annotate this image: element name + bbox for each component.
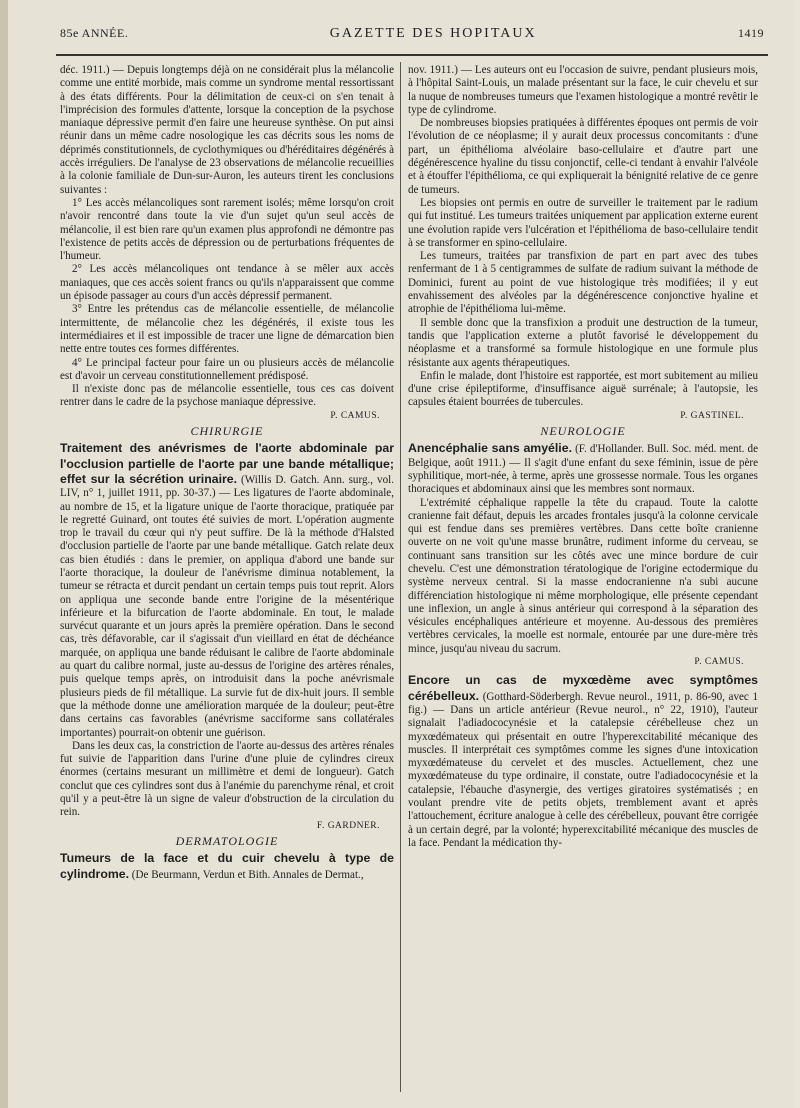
header-rule [56, 54, 768, 56]
article [60, 441, 394, 740]
section-heading: NEUROLOGIE [540, 424, 626, 439]
article-reference: (Gotthard-Söderbergh. Revue neurol., 1911, p. 86-90, avec 1 fig.) — [408, 690, 758, 716]
page [8, 0, 794, 1108]
article [408, 441, 758, 496]
article-text: Dans un article antérieur (Revue neurol., n° 22, 1910), l'auteur signalait l'adiadococynésie et la catalepsie cérébelleuse chez un myxœdémateux qui présentait en outre l'hyperexcitabilité mécanique des muscles. Il interprétait ces symptômes comme les signes d'une intoxication myxœdémateuse du cervelet et des muscles. Actuellement, chez une myxœdémateuse du type ordinaire, il constate, outre l'adiadococynésie et la catalepsie, l'ébauche d'asynergie, des vertiges giratoires systématisés ; en voulant prendre vite de petits objets, tremblement avant et après l'attouchement, écriture analogue à celle des cérébelleux, pouvant être corrigée à un certain degré, par la volonté; hyperexcitabilité mécanique des muscles de la face. Pendant la médication thy- [408, 703, 759, 849]
year-label: 85e ANNÉE. [60, 26, 129, 40]
page-number: 1419 [738, 26, 764, 40]
paragraph: 4° Le principal facteur pour faire un ou plusieurs accès de mélancolie est d'avoir un cerveau constitutionnellement prédisposé. [60, 356, 394, 382]
signature: P. CAMUS. [330, 410, 380, 421]
column-divider [400, 62, 401, 1092]
paragraph: 3° Entre les prétendus cas de mélancolie essentielle, de mélancolie intermittente, de mélancolie chez les dégénérés, il existe tous les intermédiaires et il est impossible de tracer une ligne de démarcation bien nette entre toutes ces formes différentes. [60, 303, 394, 356]
paragraph: Enfin le malade, dont l'histoire est rapportée, est mort subitement au milieu d'une crise épileptiforme, d'insuffisance aiguë surrénale; à l'autopsie, les capsules étaient bourrées de tubercules. [408, 369, 758, 409]
paragraph: nov. 1911.) — Les auteurs ont eu l'occasion de suivre, pendant plusieurs mois, à l'hôpital Saint-Louis, un malade présentant sur la face, le cuir chevelu et sur la nuque de nombreuses tumeurs que l'examen histologique a montré revêtir le type de cylindrome. [408, 64, 758, 116]
article-reference: (Willis D. Gatch. Ann. surg., vol. LIV, n° 1, juillet 1911, pp. 30-37.) — [60, 473, 394, 500]
article-title: Anencéphalie sans amyélie. [408, 441, 572, 456]
paragraph: Les biopsies ont permis en outre de surveiller le traitement par le radium qui fut institué. Les tumeurs traitées uniquement par application externe eurent une évolution rapide vers l'ulcération et l'épithélioma de baso-cellulaire tendit à se transformer en spino-cellulaire. [408, 196, 758, 249]
article-title: Encore un cas de myxœdème avec symptômes cérébelleux. [408, 673, 758, 703]
article-text: Il s'agit d'une enfant du sexe féminin, issue de père syphilitique, mort-née, à terme, après une grossesse normale. Tous les organes thoraciques et abdominaux ainsi que les membres sont normaux. [408, 456, 758, 496]
paragraph: De nombreuses biopsies pratiquées à différentes époques ont permis de voir l'évolution de ce néoplasme; il y aurait deux processus concomitants : d'une part, un épithélioma alvéolaire baso-cellulaire et d'autre part une dégénérescence hyaline du tissu conjonctif, celle-ci tendant à envahir l'alvéole et à étouffer l'épithélioma, ce qui expliquerait la bénignité relative de ce genre de tumeurs. [408, 117, 758, 196]
section-heading: CHIRURGIE [190, 424, 264, 439]
article-reference: (F. d'Hollander. Bull. Soc. méd. ment. de Belgique, août 1911.) — [408, 443, 758, 469]
paragraph: Il semble donc que la transfixion a produit une destruction de la tumeur, tandis que l'application externe a plutôt favorisé le développement du néoplasme et a transformé sa formule histologique en une formule plus résistante aux agents thérapeutiques. [408, 316, 758, 369]
left-column [60, 64, 394, 882]
page-header [60, 26, 764, 50]
paragraph: déc. 1911.) — Depuis longtemps déjà on ne considérait plus la mélancolie comme une entité morbide, mais comme un syndrome mental ressortissant à des états différents. Pour la délimitation de ceux-ci on s'en tenait à l'imprécision des formules d'attente, lorsque la conception de la psychose maniaque dépressive permit d'en faire une heureuse synthèse. On put ainsi réunir dans un même cadre nosologique les cas décrits sous les noms de déprimés constitutionnels, de cyclothymiques ou d'héréditaires dégénérés à accès irréguliers. De l'analyse de 23 observations de mélancolie recueillies à la colonie familiale de Dun-sur-Auron, les auteurs tirent les conclusions suivantes : [60, 64, 394, 196]
journal-title: GAZETTE DES HOPITAUX [329, 26, 537, 41]
binding-edge [0, 0, 8, 1108]
signature: F. GARDNER. [316, 820, 380, 831]
paragraph: Les tumeurs, traitées par transfixion de part en part avec des tubes renfermant de 1 à 5 centigrammes de sulfate de radium suivant la méthode de Dominici, furent au point de vue histologique très modifiées; il y eut envahissement des alvéoles par la dégénérescence conjonctive hyaline et atrophie de l'épithélioma lui-même. [408, 250, 758, 316]
paragraph: 1° Les accès mélancoliques sont rarement isolés; même lorsqu'on croit n'avoir rencontré dans toute la vie d'un sujet qu'un seul accès de mélancolie, il est bien rare qu'un examen plus approfondi ne démontre pas l'existence de petits accès de dépression ou de perturbations fréquentes de l'humeur. [60, 196, 394, 263]
article-text: Les ligatures de l'aorte abdominale, au nombre de 15, et la ligature unique de l'aorte thoracique, pratiquée par le regretté Guinard, ont toutes été suivies de mort. L'opération augmente trop le travail du cœur qui n'y peut suffire. De là la méthode d'Halsted d'occlusion partielle de l'aorte par une bande métallique. Gatch relate deux cas bien étudiés : dans le premier, on appliqua d'abord une bande sur l'aorte thoracique, la douleur de l'anévrisme diminua notablement, la tumeur se rétracta et durcit pendant un certain temps puis tout reprit. Alors on appliqua une seconde bande entre l'origine de la mésentérique inférieure et la bifurcation de l'aorte abdominale. En tout, le malade survécut quarante et un jours après la première opération. Dans le second cas, très défavorable, car il s'agissait d'un vieillard en état de déchéance marquée, on appliqua une bande réduisant le calibre de l'aorte abdominale au quart du calibre normal, juste au-dessus de l'origine des artères rénales, puis quelque temps après, on introduisit dans la poche anévrismale plusieurs pieds de fil métallique. La survie fut de dix-huit jours. Il semble que la méthode donne une amélioration marquée de la douleur; peut-être dans certains cas favorables (anévrisme sacciforme sans collatérales importantes) pourrait-on obtenir une guérison. [60, 487, 394, 739]
article-title: Tumeurs de la face et du cuir chevelu à type de cylindrome. [60, 851, 394, 881]
section-heading: DERMATOLOGIE [175, 833, 279, 848]
article [408, 673, 758, 850]
signature: P. CAMUS. [694, 657, 744, 668]
paragraph: Il n'existe donc pas de mélancolie essentielle, tous ces cas doivent rentrer dans le cadre de la psychose maniaque dépressive. [60, 383, 394, 409]
article-reference: (De Beurmann, Verdun et Bith. Annales de Dermat., [129, 868, 364, 881]
article [60, 851, 394, 882]
paragraph: L'extrémité céphalique rappelle la tête du crapaud. Toute la calotte cranienne fait défaut, depuis les arcades frontales jusqu'à la colonne cervicale qui est fendue dans ses premières vertèbres. Dans cette boîte cranienne ouverte on ne voit qu'une masse brunâtre, rudiment informe du cerveau, se continuant sans transition sur les côtés avec une mince bordure de cuir chevelu. C'est une démonstration tératologique de l'origine ectodermique du système nerveux central. Si la masse endocranienne n'a subi aucune différenciation histologique ni même morphologique, elle présente cependant une inflexion, un angle à sinus antérieur qui correspond à la séparation des vésicules encéphaliques antérieure et moyenne. Au-dessous des premières vertèbres cervicales, la moelle est normale, entourée par une dure-mère très mince, jusqu'au niveau du sacrum. [408, 496, 758, 655]
right-column [408, 64, 758, 850]
article-title: Traitement des anévrismes de l'aorte abdominale par l'occlusion partielle de l'aorte par une bande métallique; effet sur la sécrétion urinaire. [60, 441, 394, 486]
paragraph: Dans les deux cas, la constriction de l'aorte au-dessus des artères rénales fut suivie de l'apparition dans l'urine d'une pluie de cylindres cireux énormes (certains mesurant un millimètre et demi de longueur). Gatch conclut que ces cylindres sont dus à l'anémie du parenchyme rénal, et croit qu'il y a peut-être là un signe de valeur d'obstruction de la circulation du rein. [60, 739, 394, 819]
paragraph: 2° Les accès mélancoliques ont tendance à se mêler aux accès maniaques, que ces accès soient francs ou qu'ils n'apparaissent que comme un épisode passager au cours d'un accès dépressif permanent. [60, 263, 394, 303]
signature: P. GASTINEL. [680, 410, 744, 421]
